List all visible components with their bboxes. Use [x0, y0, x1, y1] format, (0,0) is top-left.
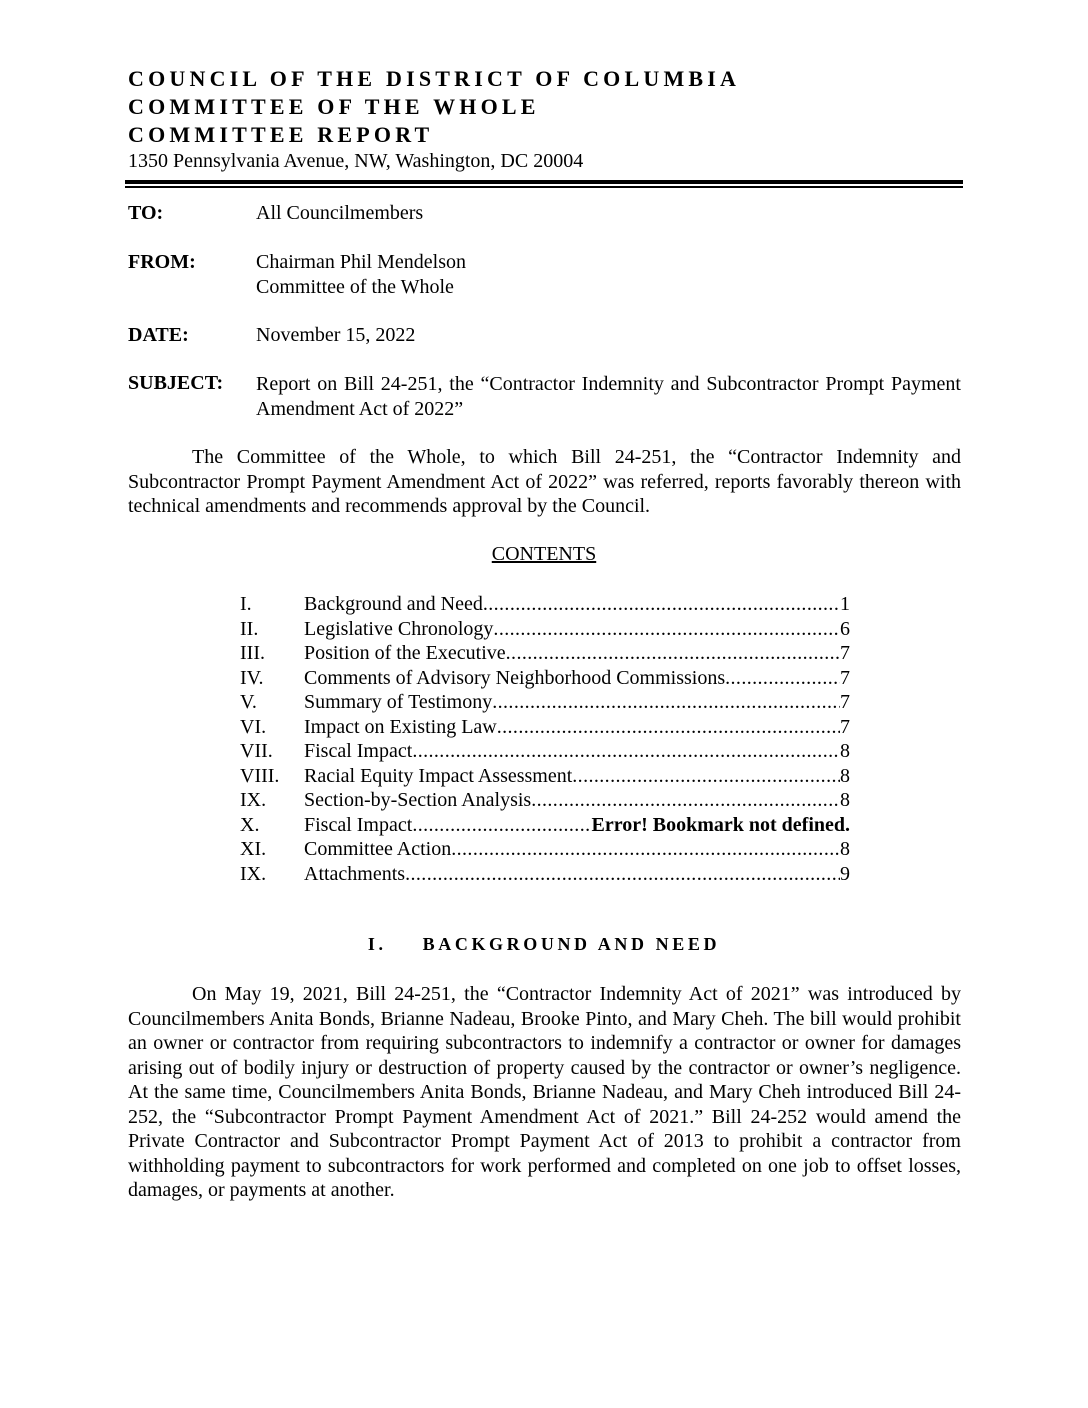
toc-item[interactable] — [240, 739, 850, 764]
toc-item-title: Fiscal Impact — [304, 813, 413, 836]
toc-item-entry — [304, 837, 850, 862]
toc-item[interactable] — [240, 837, 850, 862]
toc-item-page: 7 — [840, 715, 850, 738]
toc-item[interactable] — [240, 788, 850, 813]
toc-item-title: Background and Need — [304, 593, 483, 615]
toc-item[interactable] — [240, 690, 850, 715]
section-heading — [0, 934, 1088, 955]
from-value-name: Chairman Phil Mendelson — [256, 251, 466, 273]
toc-item-number: VIII. — [240, 764, 280, 787]
toc-item-entry — [304, 764, 850, 789]
toc-item[interactable] — [240, 862, 850, 887]
toc-item[interactable] — [240, 764, 850, 789]
toc-dot-leader — [497, 715, 840, 740]
toc-item-number: IV. — [240, 666, 264, 689]
toc-item-title: Committee Action — [304, 838, 452, 860]
toc-dot-leader — [572, 764, 840, 789]
table-of-contents — [240, 592, 850, 886]
committee-title: COMMITTEE OF THE WHOLE — [128, 94, 540, 119]
toc-item-page: 7 — [840, 691, 850, 713]
from-label: FROM: — [128, 251, 196, 273]
toc-item[interactable] — [240, 641, 850, 666]
toc-item-page: 1 — [840, 593, 850, 615]
toc-item-title: Comments of Advisory Neighborhood Commissions — [304, 666, 726, 689]
toc-item-title: Fiscal Impact — [304, 740, 413, 762]
toc-dot-leader — [493, 617, 840, 642]
toc-item-page: 9 — [840, 862, 850, 885]
toc-item-page: 7 — [840, 642, 850, 664]
toc-item-entry — [304, 862, 850, 887]
toc-item-title: Impact on Existing Law — [304, 715, 497, 738]
intro-paragraph: The Committee of the Whole, to which Bill 24-251, the “Contractor Indemnity and Subcontractor Prompt Payment Amendment Act of 2022” was referred, reports favorably thereon with technical amendments and recommends approval by the Council. — [128, 446, 961, 517]
toc-item-number: IX. — [240, 862, 267, 885]
toc-item-number: VI. — [240, 715, 267, 738]
toc-dot-leader — [451, 837, 840, 862]
toc-item-page: 8 — [840, 789, 850, 811]
toc-dot-leader — [506, 641, 840, 666]
toc-item-number: I. — [240, 593, 252, 615]
toc-item-page: 8 — [840, 838, 850, 860]
toc-dot-leader — [492, 690, 840, 715]
from-value-committee: Committee of the Whole — [256, 276, 454, 298]
toc-item-entry — [304, 813, 850, 838]
toc-item-entry — [304, 641, 850, 666]
toc-item-title: Position of the Executive — [304, 642, 506, 664]
toc-item-number: X. — [240, 813, 260, 836]
toc-item-number: XI. — [240, 838, 267, 860]
section-title: BACKGROUND AND NEED — [422, 934, 721, 954]
header-rule-thick — [125, 180, 963, 184]
header-rule-thin — [125, 186, 963, 188]
toc-dot-leader — [405, 862, 840, 887]
toc-item-entry — [304, 739, 850, 764]
toc-item-number: IX. — [240, 789, 267, 811]
toc-dot-leader — [412, 813, 591, 838]
toc-item-entry — [304, 788, 850, 813]
subject-value: Report on Bill 24-251, the “Contractor Indemnity and Subcontractor Prompt Payment Amendment Act of 2022” — [256, 373, 961, 420]
contents-title: CONTENTS — [491, 543, 597, 565]
toc-item-page: 6 — [840, 617, 850, 640]
to-label: TO: — [128, 202, 164, 224]
subject-label: SUBJECT: — [128, 372, 224, 394]
toc-item-entry — [304, 617, 850, 642]
toc-item-title: Attachments — [304, 862, 406, 885]
toc-item-entry — [304, 592, 850, 617]
toc-item[interactable] — [240, 617, 850, 642]
toc-item-number: V. — [240, 691, 257, 713]
address-line: 1350 Pennsylvania Avenue, NW, Washington, DC 20004 — [128, 150, 584, 172]
section-number: I. — [367, 934, 387, 954]
toc-item-number: VII. — [240, 740, 273, 762]
toc-dot-leader — [725, 666, 840, 691]
background-paragraph: On May 19, 2021, Bill 24-251, the “Contractor Indemnity Act of 2021” was introduced by Councilmembers Anita Bonds, Brianne Nadeau, Brooke Pinto, and Mary Cheh. The bill would prohibit an owner or contractor from requiring subcontractors to indemnify a contractor or owner for damages arising out of bodily injury or destruction of property caused by the contractor or owner’s negligence. At the same time, Councilmembers Anita Bonds, Brianne Nadeau, and Mary Cheh introduced Bill 24-252, the “Subcontractor Prompt Payment Amendment Act of 2021.” Bill 24-252 would amend the Private Contractor and Subcontractor Prompt Payment Act of 2013 to prohibit a contractor from withholding payment to subcontractors for work performed and completed on one job to offset losses, damages, or payments at another. — [128, 983, 961, 1201]
toc-item-entry — [304, 666, 850, 691]
toc-item-number: II. — [240, 617, 259, 640]
toc-item-number: III. — [240, 642, 265, 664]
to-value: All Councilmembers — [256, 202, 424, 224]
toc-item-page: Error! Bookmark not defined. — [591, 813, 850, 836]
date-label: DATE: — [128, 324, 189, 346]
council-title: COUNCIL OF THE DISTRICT OF COLUMBIA — [128, 66, 741, 91]
toc-item[interactable] — [240, 666, 850, 691]
toc-item-title: Legislative Chronology — [304, 617, 494, 640]
toc-item-entry — [304, 690, 850, 715]
toc-item-entry — [304, 715, 850, 740]
toc-item[interactable] — [240, 813, 850, 838]
toc-item-page: 8 — [840, 740, 850, 762]
toc-item-title: Racial Equity Impact Assessment — [304, 764, 573, 787]
date-value: November 15, 2022 — [256, 324, 416, 346]
toc-item-title: Section-by-Section Analysis — [304, 789, 532, 811]
report-title: COMMITTEE REPORT — [128, 122, 434, 147]
toc-dot-leader — [483, 592, 840, 617]
toc-item-page: 8 — [840, 764, 850, 787]
toc-dot-leader — [412, 739, 840, 764]
toc-item-title: Summary of Testimony — [304, 691, 493, 713]
toc-item-page: 7 — [840, 666, 850, 689]
toc-item[interactable] — [240, 715, 850, 740]
toc-item[interactable] — [240, 592, 850, 617]
toc-dot-leader — [531, 788, 840, 813]
